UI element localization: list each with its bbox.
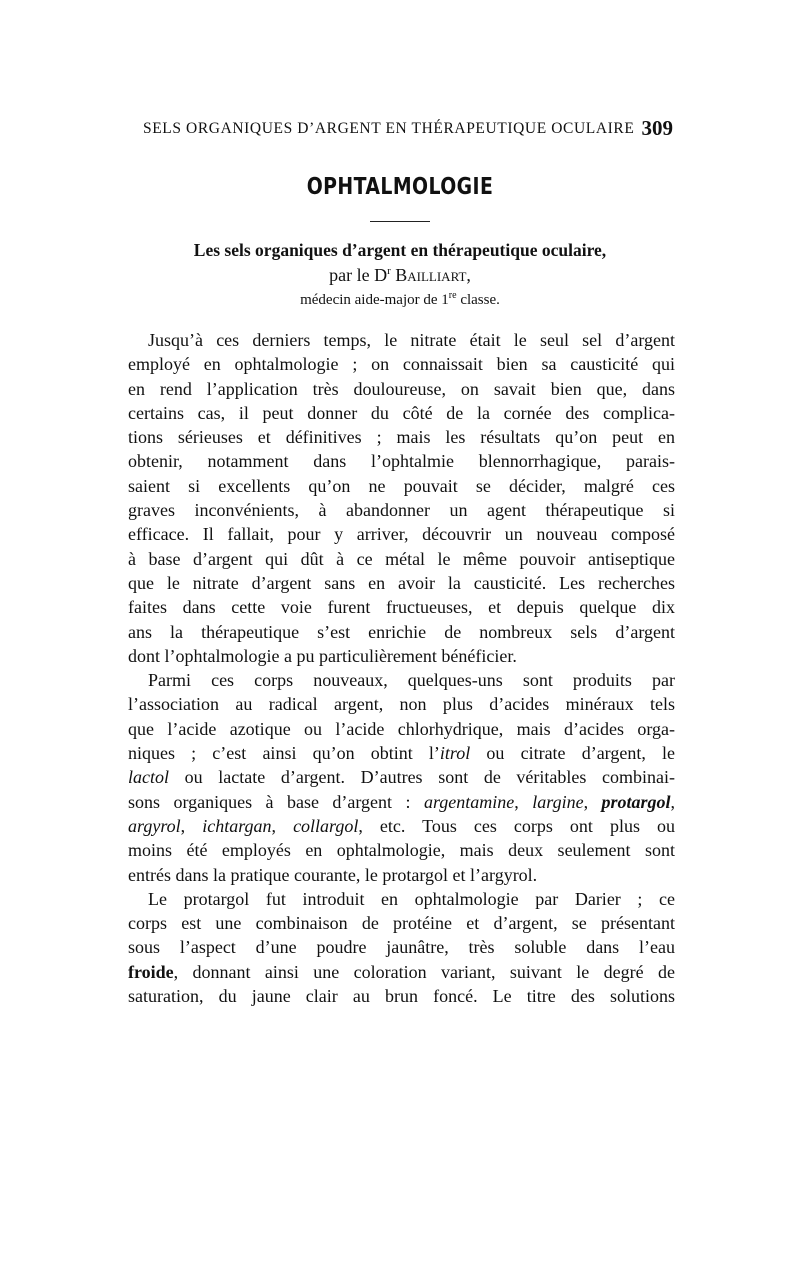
text-line: sous l’aspect d’une poudre jaunâtre, très soluble dans l’eau — [128, 937, 675, 958]
text-line: que l’acide azotique ou l’acide chlorhydrique, mais d’acides orga- — [128, 718, 675, 739]
text-line — [128, 960, 675, 984]
text-line: saturation, du jaune clair au brun foncé. Le titre des solutions — [128, 986, 675, 1007]
text-line: efficace. Il fallait, pour y arriver, découvrir un nouveau composé — [128, 524, 675, 545]
text-line — [128, 741, 675, 765]
text-run: , — [583, 791, 602, 812]
italic-term: lactol — [128, 767, 169, 788]
text-line: dont l’ophtalmologie a pu particulièrement bénéficier. — [128, 645, 517, 666]
text-line: certains cas, il peut donner du côté de la cornée des complica- — [128, 402, 675, 423]
italic-term: itrol — [439, 743, 471, 764]
role-prefix: médecin aide-major de 1 — [300, 292, 449, 308]
text-run: sons organiques à base d’argent : — [128, 791, 424, 812]
text-line: Jusqu’à ces derniers temps, le nitrate était le seul sel d’argent — [148, 330, 675, 350]
text-run: , etc. Tous ces corps ont plus ou — [358, 815, 675, 836]
italic-term: ichtargan — [202, 815, 272, 836]
text-line — [128, 765, 675, 789]
text-line: l’association au radical argent, non plus d’acides minéraux tels — [128, 694, 675, 715]
author-role — [140, 290, 660, 309]
text-line: graves inconvénients, à abandonner un agent thérapeutique si — [128, 500, 675, 521]
text-run: , — [180, 815, 203, 836]
text-line: obtenir, notamment dans l’ophtalmie blennorrhagique, parais- — [128, 451, 675, 472]
italic-term: argyrol — [128, 815, 181, 836]
text-run: , — [271, 815, 294, 836]
text-run: niques ; c’est ainsi qu’on obtint l’ — [128, 743, 440, 764]
section-title: OPHTALMOLOGIE — [306, 174, 494, 200]
text-line: en rend l’application très douloureuse, on savait bien que, dans — [128, 378, 675, 399]
author-name: Bailliart — [395, 265, 467, 285]
text-line: moins été employés en ophtalmologie, mais deux seulement sont — [128, 840, 675, 861]
italic-term: protargol — [601, 791, 671, 812]
text-line: faites dans cette voie furent fructueuses, et depuis quelque dix — [128, 597, 675, 618]
text-line: Parmi ces corps nouveaux, quelques-uns sont produits par — [148, 670, 675, 691]
text-line — [128, 790, 675, 814]
running-title: SELS ORGANIQUES D’ARGENT EN THÉRAPEUTIQUE OCULAIRE — [143, 120, 635, 137]
page-number: 309 — [641, 116, 673, 140]
italic-term: collargol — [293, 815, 359, 836]
role-superscript: re — [448, 290, 457, 301]
text-line: que le nitrate d’argent sans en avoir la causticité. Les recherches — [128, 572, 675, 593]
running-head — [143, 118, 673, 144]
text-line: tions sérieuses et définitives ; mais les résultats qu’on peut en — [128, 427, 675, 448]
article-author — [140, 265, 660, 286]
text-line: à base d’argent qui dût à ce métal le même pouvoir antiseptique — [128, 548, 675, 569]
article-title: Les sels organiques d’argent en thérapeutique oculaire, — [193, 240, 607, 260]
role-suffix: classe. — [456, 292, 500, 308]
text-run: , — [670, 791, 676, 812]
text-line: corps est une combinaison de protéine et d’argent, se présentant — [128, 913, 675, 934]
text-run: , — [514, 791, 533, 812]
text-line: employé en ophtalmologie ; on connaissait bien sa causticité qui — [128, 354, 675, 375]
text-line: ans la thérapeutique s’est enrichie de nombreux sels d’argent — [128, 621, 675, 642]
italic-term: argentamine — [423, 791, 515, 812]
author-prefix: par le D — [329, 265, 388, 285]
text-line: saient si excellents qu’on ne pouvait se décider, malgré ces — [128, 475, 675, 496]
bold-term: froide — [128, 961, 174, 982]
author-suffix: , — [466, 265, 471, 285]
text-run: , donnant ainsi une coloration variant, suivant le degré de — [173, 961, 675, 982]
article-body — [128, 328, 675, 1008]
author-title-superscript: r — [387, 265, 391, 277]
italic-term: largine — [532, 791, 584, 812]
text-line: entrés dans la pratique courante, le protargol et l’argyrol. — [128, 864, 538, 885]
text-run: ou citrate d’argent, le — [470, 743, 675, 764]
title-divider — [370, 221, 430, 222]
text-line: Le protargol fut introduit en ophtalmologie par Darier ; ce — [148, 888, 675, 909]
text-run: ou lactate d’argent. D’autres sont de véritables combinai- — [169, 767, 675, 788]
text-line — [128, 814, 675, 838]
